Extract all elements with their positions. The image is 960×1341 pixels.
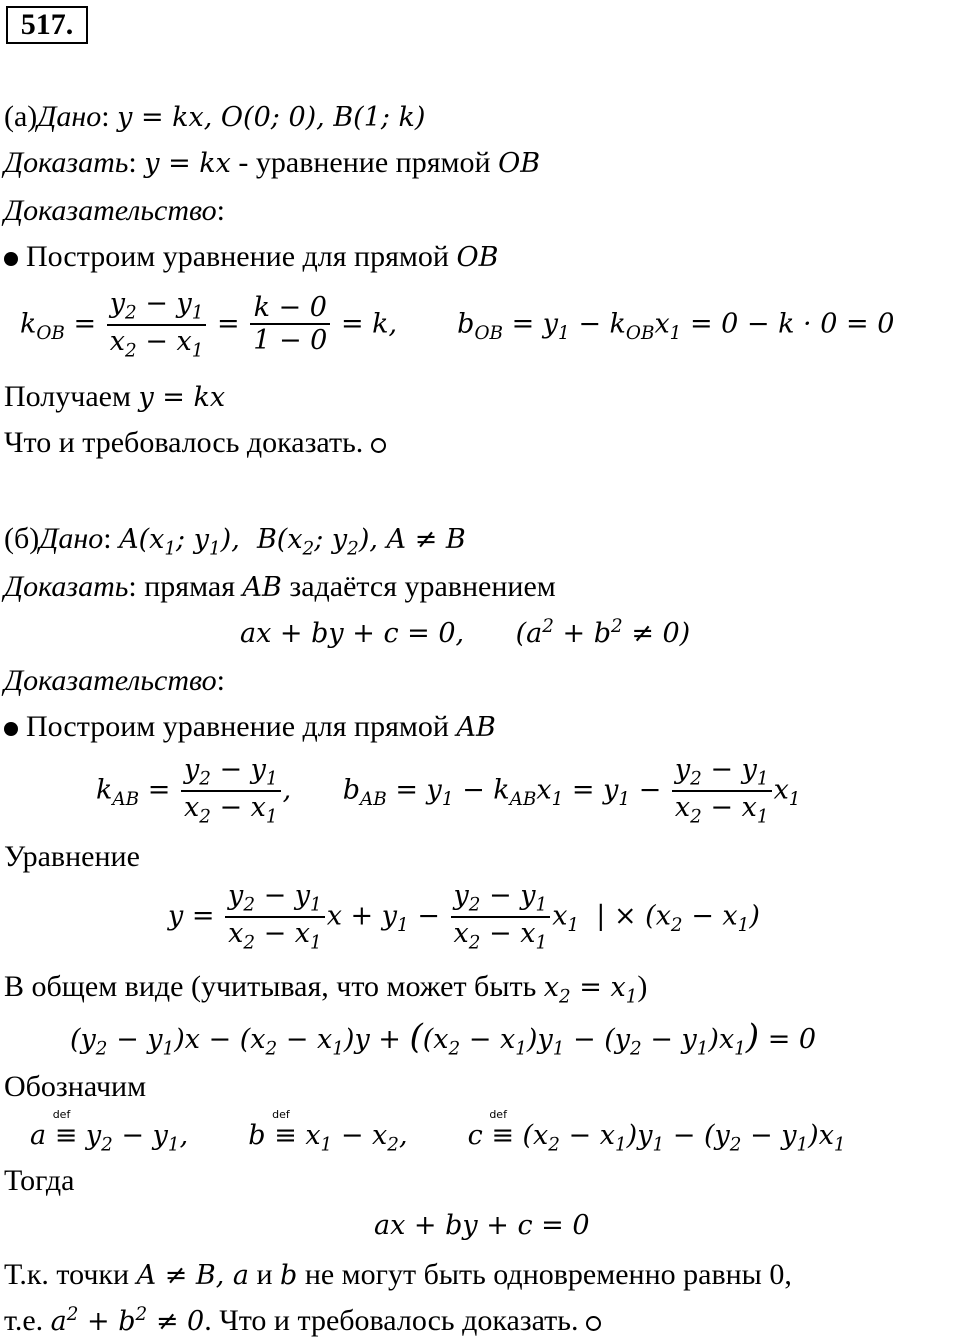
part-b-general-equation: $(y_2 - y_1)x - (x_2 - x_1)y + ((x_2 - x_1)y_1 - (y_2 - y_1)x_1) = 0$ — [70, 1017, 817, 1060]
part-a-prove-line: Доказать: y = kx - уравнение прямой OB — [4, 146, 541, 179]
part-a-proof-heading: Доказательство: — [4, 194, 225, 227]
part-b-tk-text-1: Т.к. точки — [4, 1258, 137, 1291]
part-a-prove-math: y = kx — [144, 148, 231, 179]
end-of-proof-icon — [371, 438, 386, 453]
part-a-label: (а) — [4, 100, 38, 133]
part-a-result-text: Получаем — [4, 380, 139, 413]
part-a-given-math: y = kx, O(0; 0), B(1; k) — [117, 102, 426, 133]
part-a-result — [4, 382, 225, 412]
part-a-given-word: Дано — [37, 100, 102, 133]
part-b-given-line: (б)Дано: $A(x_1$; $y_1$), $B(x_2$; $y_2$), A ≠ B — [4, 522, 466, 560]
part-a-result-math: y = kx — [138, 382, 226, 413]
part-b-definitions: a ≡ def $y_2 - y_1$, b ≡ def $x_1 - x_2$, c ≡ def $(x_2 - x_1)y_1 - (y_2 - y_1)x_1$ — [30, 1108, 846, 1156]
part-a-prove-text: - уравнение прямой — [230, 146, 499, 179]
part-a-step-text: Построим уравнение для прямой — [26, 240, 457, 273]
part-b-te-line: т.е. $a^2 + b^2 \ne 0$. Что и требовалось доказать. — [4, 1306, 601, 1336]
part-b-general-form-line: В общем виде (учитывая, что может быть $x_2 = x_1$) — [4, 970, 648, 1008]
part-b-prove-text: : прямая — [128, 570, 243, 603]
bullet-icon — [4, 722, 18, 736]
part-b-tk-text-3: не могут быть одновременно равны 0, — [297, 1258, 792, 1291]
part-a-conclusion-text: Что и требовалось доказать. — [4, 426, 364, 459]
part-b-te-text-1: т.е. — [4, 1304, 51, 1337]
part-b-tk-line: Т.к. точки A ≠ B, a и b не могут быть одновременно равны 0, — [4, 1258, 792, 1291]
part-b-prove-text2: задаётся уравнением — [281, 570, 556, 603]
part-b-proof-heading: Доказательство: — [4, 664, 225, 697]
part-b-prove-line — [4, 572, 556, 602]
part-b-tk-text-2: и — [248, 1258, 281, 1291]
bullet-icon — [4, 252, 18, 266]
end-of-proof-icon — [586, 1316, 601, 1331]
part-b-prove-word: Доказать — [4, 570, 129, 603]
part-b-line-equation: y = $\frac{y_2 - y_1}{x_2 - x_1}$ $x + y_1$ − $\frac{y_2 - y_1}{x_2 - x_1}$ $x_1$ | × $(x_2 - x_1)$ — [168, 880, 760, 953]
part-b-proof-word: Доказательство — [4, 664, 217, 697]
part-b-slope-formula: $k_{AB}$ = $\frac{y_2 - y_1}{x_2 - x_1}$ , $b_{AB} = y_1 - k_{AB}x_1 = y_1$ − $\frac{y_2 - y_1}{x_2 - x_1}$ $x_1$ — [96, 754, 801, 827]
part-a-prove-line-name: OB — [498, 148, 541, 179]
part-b-denote-word: Обозначим — [4, 1070, 147, 1103]
part-b-step-text: Построим уравнение для прямой — [26, 710, 457, 743]
part-b-label: (б) — [4, 522, 40, 555]
part-a-step-line: OB — [456, 242, 499, 273]
part-b-target-equation: ax + by + c = 0, $(a^2 + b^2 \ne 0)$ — [240, 616, 691, 649]
part-b-general-text: В общем виде (учитывая, что может быть — [4, 970, 544, 1003]
problem-number: 517. — [6, 6, 88, 44]
part-b-step-line: AB — [456, 712, 496, 743]
part-a-conclusion — [4, 428, 386, 458]
part-b-te-text-2: . Что и требовалось доказать. — [204, 1304, 579, 1337]
part-b-final-equation: ax + by + c = 0 — [374, 1210, 590, 1241]
part-b-then-word: Тогда — [4, 1164, 75, 1197]
part-a-step — [4, 242, 498, 272]
part-a-given-line: (а)Дано: y = kx, O(0; 0), B(1; k) — [4, 100, 426, 133]
part-b-given-math: $A(x_1$; $y_1$), $B(x_2$; $y_2$), A ≠ B — [119, 524, 466, 560]
part-b-step — [4, 712, 496, 742]
part-b-equation-word: Уравнение — [4, 840, 140, 873]
part-a-slope-formula: $k_{OB}$ = $\frac{y_2 - y_1}{x_2 - x_1}$ = $\frac{k - 0}{1 - 0}$ = k, $b_{OB} = y_1 - k_{OB}x_1 = 0 - k \cdot 0 = 0$ — [20, 288, 895, 361]
part-b-given-word: Дано — [39, 522, 104, 555]
part-a-prove-word: Доказать — [4, 146, 129, 179]
part-b-prove-line-name: AB — [242, 572, 282, 603]
part-a-proof-word: Доказательство — [4, 194, 217, 227]
